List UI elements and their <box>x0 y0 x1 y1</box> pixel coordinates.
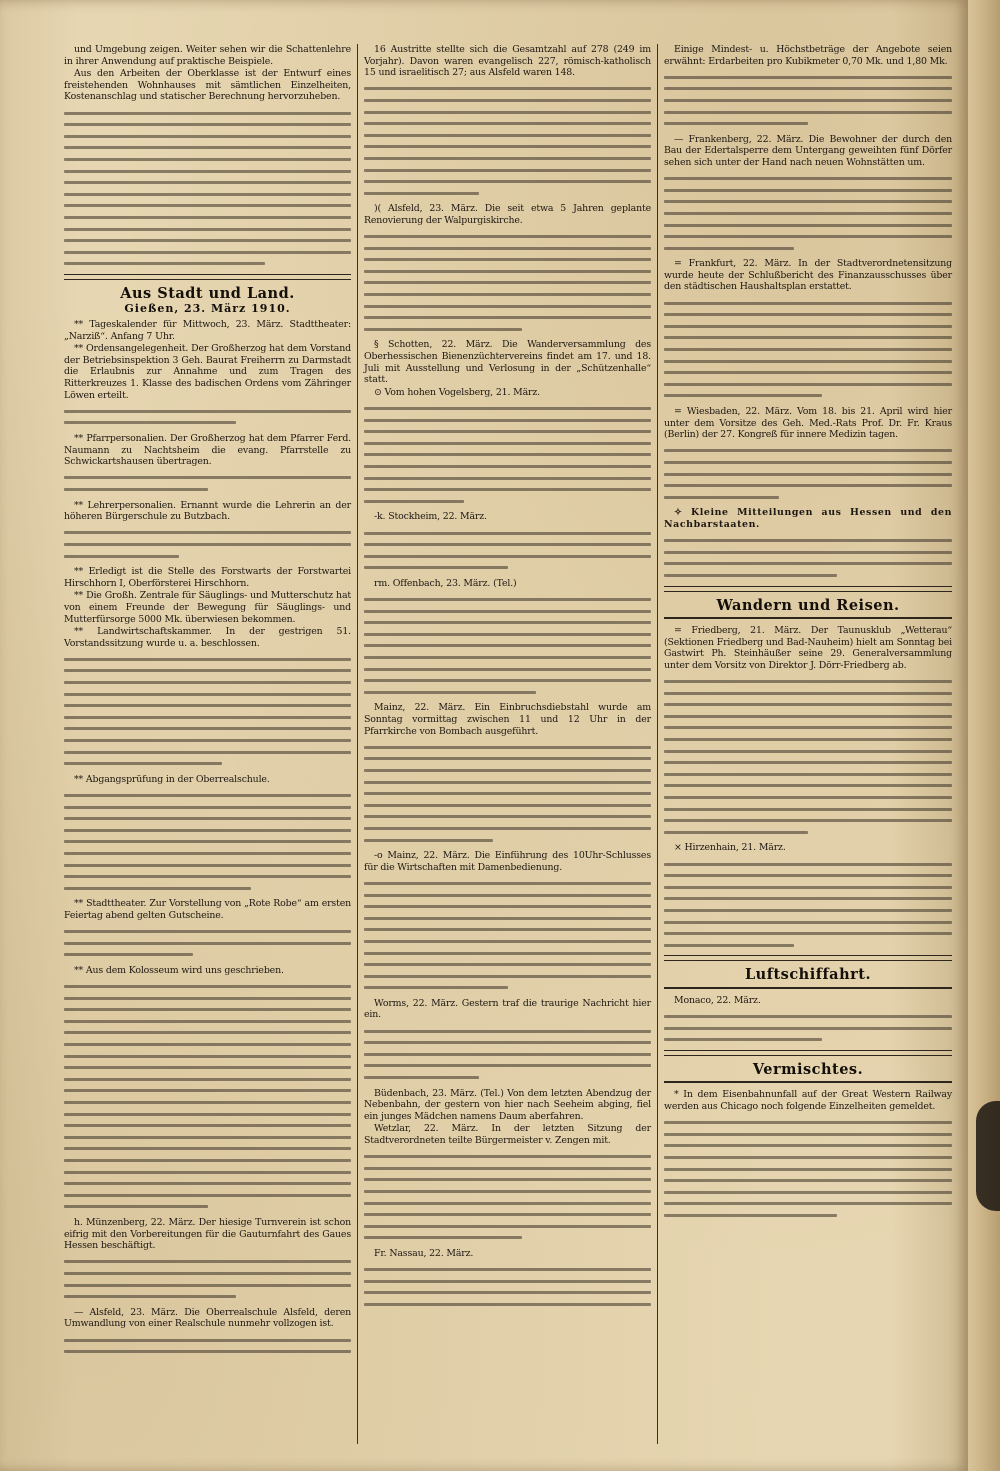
article: -o Mainz, 22. März. Die Einführung des 10Uhr-Schlusses für die Wirtschaften mit Damenbedienung. <box>364 850 651 873</box>
column-1 <box>58 44 358 1444</box>
article: ** Pfarrpersonalien. Der Großherzog hat dem Pfarrer Ferd. Naumann zu Nachtsheim die evang. Pfarrstelle zu Schwickartshausen übertragen. <box>64 433 351 468</box>
dateline: Gießen, 23. März 1910. <box>124 302 291 316</box>
article: Büdenbach, 23. März. (Tel.) Von dem letzten Abendzug der Nebenbahn, der gestern von hier nach Seeheim abging, fiel ein junges Mädchen namens Daum aberfahren. <box>364 1087 651 1122</box>
section-heading-aviation: Luftschiffahrt. <box>744 966 871 984</box>
article: Mainz, 22. März. Ein Einbruchsdiebstahl wurde am Sonntag vormittag zwischen 11 und 12 Uhr in der Pfarrkirche von Bombach ausgeführt. <box>364 702 651 737</box>
adjacent-page-fragment <box>976 1101 1000 1211</box>
article-heading: ✧ Kleine Mitteilungen aus Hessen und den Nachbarstaaten. <box>664 507 952 530</box>
article: -k. Stockheim, 22. März. <box>374 511 487 523</box>
article: )( Alsfeld, 23. März. Die seit etwa 5 Jahren geplante Renovierung der Walpurgiskirche. <box>364 203 651 226</box>
text-lines <box>64 112 351 266</box>
page-edge <box>968 0 1000 1471</box>
article: ** Lehrerpersonalien. Ernannt wurde die Lehrerin an der höheren Bürgerschule zu Butzbach. <box>64 499 351 523</box>
article: rm. Offenbach, 23. März. (Tel.) <box>374 577 517 589</box>
article: § Schotten, 22. März. Die Wanderversammlung des Oberhessischen Bienenzüchtervereins findet am 17. und 18. Juli mit Ausstellung und Verlosung in der „Schützenhalle“ statt. <box>364 339 651 386</box>
article: = Frankfurt, 22. März. In der Stadtverordnetensitzung wurde heute der Schlußbericht des Finanzausschusses über den städtischen Haushaltsplan erstattet. <box>664 258 952 293</box>
section-rule <box>64 274 351 280</box>
section-rule <box>664 586 952 592</box>
article: = Friedberg, 21. März. Der Taunusklub „Wetterau“ (Sektionen Friedberg und Bad-Nauheim) hielt am Sonntag bei Gastwirt Ph. Steinhäußer seine 29. Generalversammlung unter dem Vorsitz von Direktor J. Dörr-Friedberg ab. <box>664 625 952 671</box>
article: × Hirzenhain, 21. März. <box>674 842 786 854</box>
article: — Alsfeld, 23. März. Die Oberrealschule Alsfeld, deren Umwandlung von einer Realschule nunmehr vollzogen ist. <box>64 1306 351 1330</box>
article: ** Aus dem Kolosseum wird uns geschrieben. <box>74 964 284 976</box>
article: — Frankenberg, 22. März. Die Bewohner der durch den Bau der Edertalsperre dem Untergang geweihten fünf Dörfer sehen sich unter der Hand nach neuen Wohnstätten um. <box>664 133 952 168</box>
section-rule <box>664 1081 952 1083</box>
article: Worms, 22. März. Gestern traf die traurige Nachricht hier ein. <box>364 997 651 1021</box>
section-heading-city-and-country: Aus Stadt und Land. <box>120 284 295 302</box>
article: ** Tageskalender für Mittwoch, 23. März. Stadttheater: „Narziß“. Anfang 7 Uhr. <box>64 319 351 342</box>
article: = Wiesbaden, 22. März. Vom 18. bis 21. April wird hier unter dem Vorsitze des Geh. Med.-Rats Prof. Dr. Fr. Kraus (Berlin) der 27. Kongreß für innere Medizin tagen. <box>664 406 952 441</box>
section-heading-travel: Wandern und Reisen. <box>716 596 900 614</box>
article: Fr. Nassau, 22. März. <box>374 1247 474 1259</box>
article: ** Erledigt ist die Stelle des Forstwarts der Forstwartei Hirschhorn I, Oberförsterei Hirschhorn. <box>64 566 351 589</box>
column-2 <box>358 44 658 1444</box>
article: ⊙ Vom hohen Vogelsberg, 21. März. <box>374 386 540 398</box>
article: ** Landwirtschaftskammer. In der gestrigen 51. Vorstandssitzung wurde u. a. beschlossen. <box>64 626 351 649</box>
newspaper-columns <box>58 44 958 1444</box>
article: ** Abgangsprüfung in der Oberrealschule. <box>74 773 270 785</box>
article: 16 Austritte stellte sich die Gesamtzahl auf 278 (249 im Vorjahr). Davon waren evangelisch 227, römisch-katholisch 15 und israelitisch 27; aus Alsfeld waren 148. <box>364 44 651 79</box>
article: ** Die Großh. Zentrale für Säuglings- und Mutterschutz hat von einem Freunde der Bewegung für Säuglings- und Mutterfürsorge 5000 Mk. überwiesen bekommen. <box>64 590 351 625</box>
article: ** Ordensangelegenheit. Der Großherzog hat dem Vorstand der Betriebsinspektion 3 Geh. Baurat Freiherrn zu Darmstadt die Erlaubnis zur Annahme und zum Tragen des Ritterkreuzes 1. Klasse des badischen Ordens vom Zähringer Löwen erteilt. <box>64 343 351 401</box>
article: h. Münzenberg, 22. März. Der hiesige Turnverein ist schon eifrig mit den Vorbereitungen für die Gauturnfahrt des Gaues Hessen beschäftigt. <box>64 1216 351 1252</box>
section-rule <box>664 617 952 619</box>
col1-top-paragraph: und Umgebung zeigen. Weiter sehen wir die Schattenlehre in ihrer Anwendung auf praktische Beispiele. <box>64 44 351 67</box>
column-3 <box>658 44 958 1444</box>
section-rule <box>664 1050 952 1056</box>
article: * In dem Eisenbahnunfall auf der Great Western Railway werden aus Chicago noch folgende Einzelheiten gemeldet. <box>664 1089 952 1113</box>
article: ** Stadttheater. Zur Vorstellung von „Rote Robe“ am ersten Feiertag abend gelten Gutscheine. <box>64 898 351 921</box>
section-rule <box>664 987 952 989</box>
col1-top-paragraph: Aus den Arbeiten der Oberklasse ist der Entwurf eines freistehenden Wohnhauses mit sämtlichen Einzelheiten, Kostenanschlag und statischer Berechnung hervorzuheben. <box>64 68 351 103</box>
section-rule <box>664 955 952 961</box>
article: Monaco, 22. März. <box>674 994 761 1006</box>
article: Einige Mindest- u. Höchstbeträge der Angebote seien erwähnt: Erdarbeiten pro Kubikmeter 0,70 Mk. und 1,80 Mk. <box>664 44 952 67</box>
section-heading-misc: Vermischtes. <box>752 1060 864 1078</box>
article: Wetzlar, 22. März. In der letzten Sitzung der Stadtverordneten teilte Bürgermeister v. Zengen mit. <box>364 1123 651 1146</box>
